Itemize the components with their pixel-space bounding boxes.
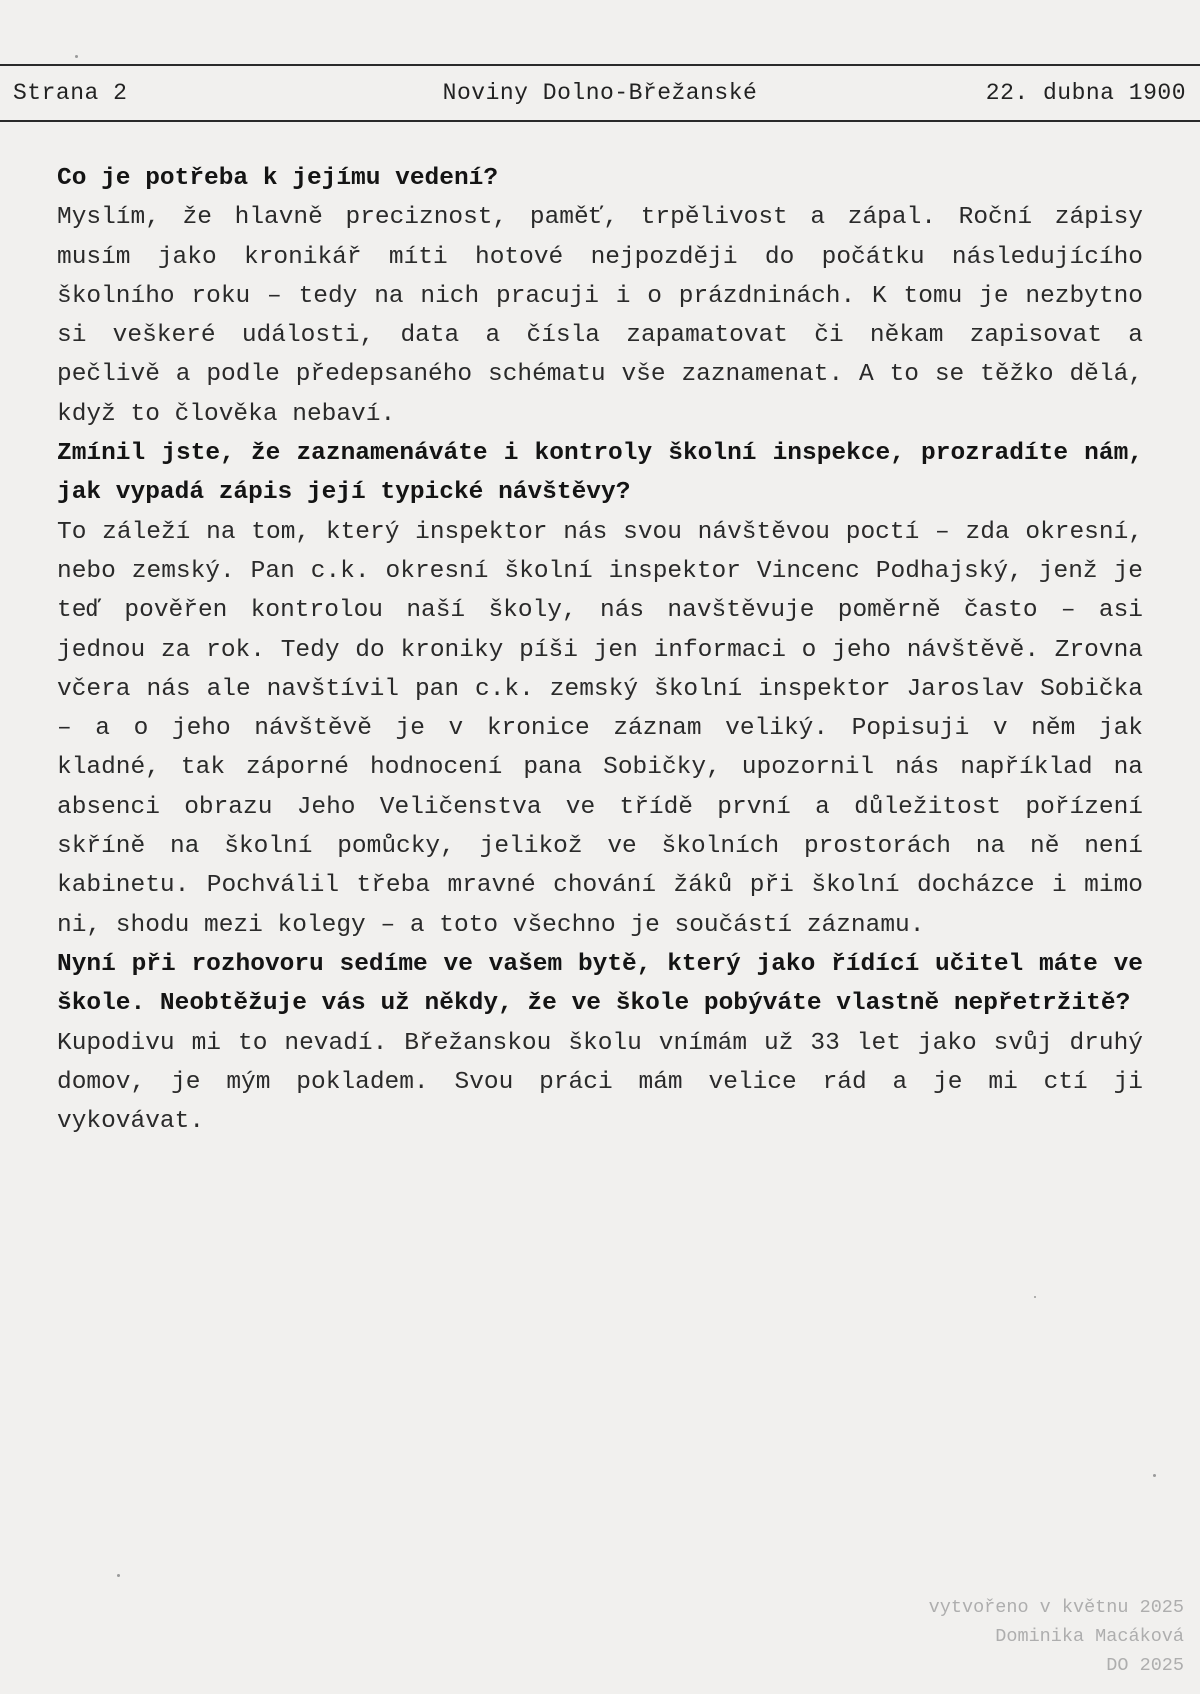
newspaper-title: Noviny Dolno-Břežanské [442,80,758,106]
document-code: DO 2025 [1106,1655,1184,1676]
author-name: Dominika Macáková [995,1626,1184,1647]
answer-1: Myslím, že hlavně preciznost, paměť, trpělivost a zápal. Roční zápisy musím jako kronikář míti hotové nejpozději do počátku následujícího školního roku – tedy na nich pracuji i o prázdninách. K tomu je nezbytno si veškeré události, data a čísla zapamatovat či někam zapisovat a pečlivě a podle předepsaného schématu vše zaznamenat. A to se těžko dělá, když to člověka nebaví. [57,204,1143,428]
paper-speck [117,1574,120,1577]
paper-speck [75,55,78,58]
paper-speck [1034,1296,1036,1298]
answer-2: To záleží na tom, který inspektor nás svou návštěvou poctí – zda okresní, nebo zemský. Pan c.k. okresní školní inspektor Vincenc Podhajský, jenž je teď pověřen kontrolou naší školy, nás navštěvuje poměrně často – asi jednou za rok. Tedy do kroniky píši jen informaci o jeho návštěvě. Zrovna včera nás ale navštívil pan c.k. zemský školní inspektor Jaroslav Sobička – a o jeho návštěvě je v kronice záznam veliký. Popisuji v něm jak kladné, tak záporné hodnocení pana Sobičky, upozornil nás například na absenci obrazu Jeho Veličenstva ve třídě první a důležitost pořízení skříně na školní pomůcky, jelikož ve školních prostorách na ně není kabinetu. Pochválil třeba mravné chování žáků při školní docházce i mimo ni, shodu mezi kolegy – a toto všechno je součástí záznamu. [57,518,1143,939]
issue-date: 22. dubna 1900 [985,80,1186,106]
answer-3: Kupodivu mi to nevadí. Břežanskou školu vnímám už 33 let jako svůj druhý domov, je mým pokladem. Svou práci mám velice rád a je mi ctí ji vykovávat. [57,1029,1143,1136]
question-3: Nyní při rozhovoru sedíme ve vašem bytě, který jako řídící učitel máte ve škole. Neobtěžuje vás už někdy, že ve škole pobýváte vlastně nepřetržitě? [57,950,1143,1018]
page-number: Strana 2 [13,80,128,106]
creation-note: vytvořeno v květnu 2025 [928,1597,1184,1618]
question-2: Zmínil jste, že zaznamenáváte i kontroly školní inspekce, prozradíte nám, jak vypadá zápis její typické návštěvy? [57,440,1143,507]
article-body [57,159,1143,1141]
question-1: Co je potřeba k jejímu vedení? [57,165,499,192]
page-header [0,64,1200,122]
paper-speck [1153,1474,1156,1477]
page-footer [929,1593,1184,1680]
